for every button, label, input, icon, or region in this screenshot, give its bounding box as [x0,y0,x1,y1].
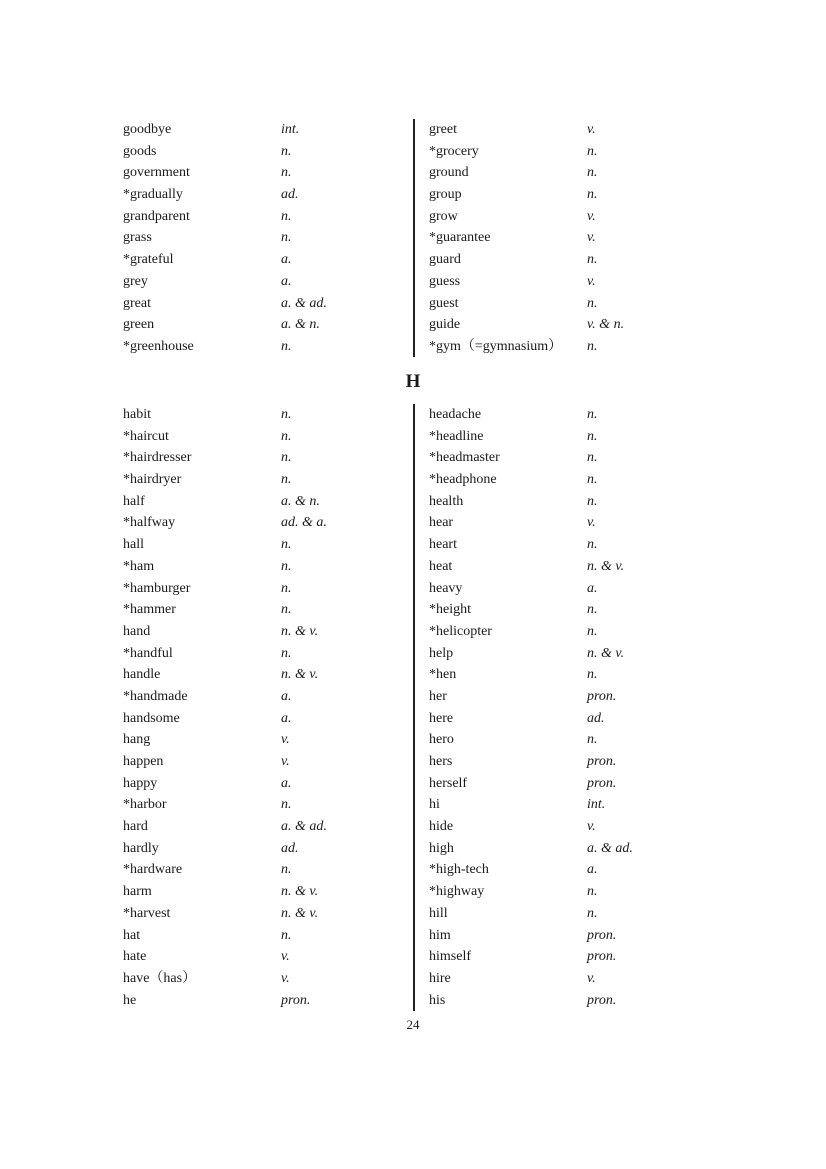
entry-part-of-speech: n. [587,667,598,683]
entry-word: grow [429,208,458,224]
entry-row [429,512,729,534]
entry-part-of-speech: n. [281,428,292,444]
entry-word: hall [123,537,144,553]
column-divider [413,404,415,1011]
entry-row [123,729,423,751]
entry-row [123,426,423,448]
entry-row [123,968,423,990]
entry-part-of-speech: v. [587,515,596,531]
page-number: 24 [406,1017,420,1032]
letter-heading: H [405,371,421,392]
entry-word: headache [429,407,482,422]
entry-row [429,773,729,795]
entry-part-of-speech: v. [587,208,596,224]
entry-part-of-speech: n. [587,187,598,203]
entry-word: hate [123,949,147,965]
entry-row [429,751,729,773]
entry-row [123,751,423,773]
entry-part-of-speech: ad. [281,840,299,856]
g-right-column [429,119,729,358]
entry-word: him [429,927,451,943]
entry-row [123,859,423,881]
entry-word: goods [123,143,157,159]
entry-part-of-speech: v. [587,970,596,986]
entry-word: *hammer [123,602,176,618]
entry-part-of-speech: pron. [587,927,617,943]
entry-row [429,119,729,141]
entry-row [123,534,423,556]
entry-part-of-speech: n. [281,230,292,246]
entry-word: he [123,992,137,1008]
entry-row [429,643,729,665]
entry-row [429,838,729,860]
entry-row [123,664,423,686]
entry-part-of-speech: v. [281,949,290,965]
entry-part-of-speech: n. [281,862,292,878]
entry-part-of-speech: n. [281,927,292,943]
entry-row [123,643,423,665]
entry-row [429,816,729,838]
entry-part-of-speech: a. [281,775,292,791]
entry-part-of-speech: n. & v. [587,645,625,661]
entry-word: *ham [123,558,155,574]
entry-word: *handful [123,645,173,661]
entry-part-of-speech: v. [281,970,290,986]
entry-word: *grocery [429,143,479,159]
entry-row [429,578,729,600]
entry-row [429,664,729,686]
entry-part-of-speech: n. [281,165,292,181]
entry-word: high [429,840,454,856]
entry-part-of-speech: pron. [587,688,617,704]
entry-row [123,206,423,228]
entry-part-of-speech: pron. [587,754,617,769]
entry-word: *haircut [123,428,169,444]
entry-row [123,141,423,163]
entry-part-of-speech: n. [281,407,292,422]
entry-row [123,293,423,315]
entry-word: heart [429,537,457,553]
entry-part-of-speech: n. & v. [587,558,625,574]
entry-part-of-speech: n. [587,493,598,509]
entry-row [123,119,423,141]
entry-row [123,708,423,730]
entry-part-of-speech: n. [587,450,598,466]
entry-word: *hairdresser [123,450,192,466]
entry-word: heat [429,558,453,574]
entry-part-of-speech: pron. [281,992,311,1008]
entry-part-of-speech: pron. [587,775,617,791]
entry-row [429,447,729,469]
entry-part-of-speech: n. [281,450,292,466]
entry-word: hand [123,623,151,639]
entry-word: hide [429,819,454,835]
column-divider [413,119,415,357]
entry-part-of-speech: n. [587,338,598,354]
entry-word: *height [429,602,471,618]
entry-word: heavy [429,580,463,596]
entry-row [429,708,729,730]
entry-part-of-speech: n. [587,407,598,422]
entry-row [429,141,729,163]
entry-part-of-speech: v. [281,754,290,769]
entry-word: himself [429,949,471,965]
entry-word: government [123,165,190,181]
entry-part-of-speech: n. [587,732,598,748]
entry-word: *grateful [123,252,174,268]
entry-part-of-speech: n. [587,295,598,311]
entry-row [429,859,729,881]
entry-part-of-speech: n. [587,905,598,921]
entry-row [123,881,423,903]
entry-row [429,556,729,578]
entry-word: *high-tech [429,862,489,878]
entry-part-of-speech: n. [281,537,292,553]
entry-part-of-speech: a. & n. [281,317,320,333]
entry-row [429,686,729,708]
entry-part-of-speech: n. [281,208,292,224]
entry-part-of-speech: int. [587,797,606,813]
entry-part-of-speech: n. [587,165,598,181]
entry-part-of-speech: n. [587,602,598,618]
entry-row [429,227,729,249]
entry-word: hang [123,732,151,748]
entry-word: *highway [429,884,485,900]
entry-part-of-speech: a. [281,273,292,289]
entry-part-of-speech: v. [587,122,596,137]
entry-word: *headmaster [429,450,500,466]
entry-word: hire [429,970,451,986]
entry-word: health [429,493,464,509]
entry-word: guard [429,252,461,268]
entry-row [123,447,423,469]
entry-part-of-speech: ad. & a. [281,515,327,531]
entry-row [429,271,729,293]
entry-row [123,816,423,838]
entry-part-of-speech: a. [281,710,292,726]
entry-part-of-speech: n. [281,472,292,488]
entry-part-of-speech: n. [587,537,598,553]
entry-word: *handmade [123,688,188,704]
entry-part-of-speech: n. & v. [281,623,319,639]
entry-part-of-speech: n. [587,428,598,444]
entry-word: hat [123,927,141,943]
entry-part-of-speech: n. [587,143,598,159]
entry-word: here [429,710,454,726]
entry-row [123,512,423,534]
entry-part-of-speech: n. [587,884,598,900]
entry-word: grey [123,273,148,289]
entry-row [123,925,423,947]
h-left-column [123,404,423,1011]
entry-word: ground [429,165,469,181]
entry-row [123,469,423,491]
entry-word: goodbye [123,122,172,137]
entry-row [429,881,729,903]
entry-word: *hardware [123,862,183,878]
entry-word: happen [123,754,164,769]
entry-row [429,293,729,315]
entry-part-of-speech: v. [587,230,596,246]
entry-row [429,534,729,556]
entry-word: *harbor [123,797,167,813]
entry-row [429,599,729,621]
entry-row [123,491,423,513]
g-left-column [123,119,423,358]
entry-part-of-speech: a. & n. [281,493,320,509]
entry-part-of-speech: n. & v. [281,884,319,900]
entry-word: *helicopter [429,623,492,639]
entry-word: guide [429,317,461,333]
entry-word: hi [429,797,440,813]
entry-part-of-speech: a. [281,252,292,268]
entry-word: her [429,688,447,704]
entry-row [123,773,423,795]
entry-row [123,162,423,184]
entry-row [429,206,729,228]
entry-row [123,838,423,860]
entry-row [123,404,423,426]
entry-part-of-speech: a. [281,688,292,704]
entry-part-of-speech: a. [587,580,598,596]
entry-part-of-speech: ad. [281,187,299,203]
entry-row [123,686,423,708]
entry-word: hear [429,515,454,531]
entry-part-of-speech: n. [281,338,292,354]
entry-word: *headline [429,428,484,444]
entry-row [123,227,423,249]
entry-part-of-speech: pron. [587,949,617,965]
entry-row [123,621,423,643]
entry-part-of-speech: n. [281,797,292,813]
entry-row [429,946,729,968]
entry-part-of-speech: v. [281,732,290,748]
entry-word: hardly [123,840,159,856]
entry-word: grandparent [123,208,190,224]
entry-row [429,990,729,1012]
entry-part-of-speech: n. [281,143,292,159]
entry-row [429,903,729,925]
entry-word: *gym（=gymnasium） [429,338,563,354]
entry-part-of-speech: n. [587,472,598,488]
entry-row [123,946,423,968]
entry-part-of-speech: n. [281,580,292,596]
entry-part-of-speech: n. [587,623,598,639]
entry-part-of-speech: a. & ad. [281,819,327,835]
entry-part-of-speech: a. [587,862,598,878]
entry-word: habit [123,407,151,422]
entry-word: *hamburger [123,580,191,596]
entry-part-of-speech: n. & v. [281,667,319,683]
entry-word: great [123,295,151,311]
entry-row [123,271,423,293]
entry-word: *harvest [123,905,171,921]
entry-row [123,578,423,600]
entry-row [429,249,729,271]
h-right-column [429,404,729,1011]
entry-row [429,184,729,206]
entry-word: hers [429,754,453,769]
entry-row [123,556,423,578]
entry-row [429,968,729,990]
entry-row [429,491,729,513]
entry-word: his [429,992,446,1008]
entry-word: *halfway [123,515,176,531]
entry-part-of-speech: n. [281,602,292,618]
entry-part-of-speech: n. [587,252,598,268]
entry-part-of-speech: n. & v. [281,905,319,921]
entry-row [429,925,729,947]
entry-row [429,404,729,426]
entry-word: greet [429,122,457,137]
entry-part-of-speech: v. [587,819,596,835]
entry-row [123,249,423,271]
entry-part-of-speech: int. [281,122,300,137]
entry-word: half [123,493,145,509]
entry-row [429,162,729,184]
entry-part-of-speech: ad. [587,710,605,726]
entry-row [429,729,729,751]
entry-word: group [429,187,462,203]
entry-word: *gradually [123,187,183,203]
entry-part-of-speech: n. [281,645,292,661]
entry-row [429,621,729,643]
entry-word: *hairdryer [123,472,182,488]
entry-row [123,990,423,1012]
entry-word: hard [123,819,148,835]
entry-part-of-speech: a. & ad. [587,840,633,856]
entry-row [123,599,423,621]
entry-part-of-speech: n. [281,558,292,574]
entry-row [123,314,423,336]
entry-word: grass [123,230,152,246]
entry-word: guess [429,273,461,289]
entry-word: *hen [429,667,457,683]
entry-row [123,903,423,925]
entry-row [123,336,423,358]
entry-word: hill [429,905,448,921]
entry-word: help [429,645,454,661]
entry-word: handle [123,667,161,683]
entry-row [429,794,729,816]
entry-part-of-speech: v. & n. [587,317,625,333]
entry-part-of-speech: a. & ad. [281,295,327,311]
entry-word: *greenhouse [123,338,194,354]
entry-word: guest [429,295,459,311]
entry-word: herself [429,775,468,791]
entry-word: have（has） [123,970,197,986]
entry-row [429,314,729,336]
entry-word: hero [429,732,454,748]
entry-row [429,426,729,448]
entry-word: green [123,317,155,333]
entry-word: harm [123,884,152,900]
entry-word: happy [123,775,158,791]
entry-word: handsome [123,710,180,726]
entry-word: *headphone [429,472,497,488]
entry-row [429,469,729,491]
entry-row [123,184,423,206]
entry-row [123,794,423,816]
entry-word: *guarantee [429,230,491,246]
entry-row [429,336,729,358]
entry-part-of-speech: pron. [587,992,617,1008]
entry-part-of-speech: v. [587,273,596,289]
